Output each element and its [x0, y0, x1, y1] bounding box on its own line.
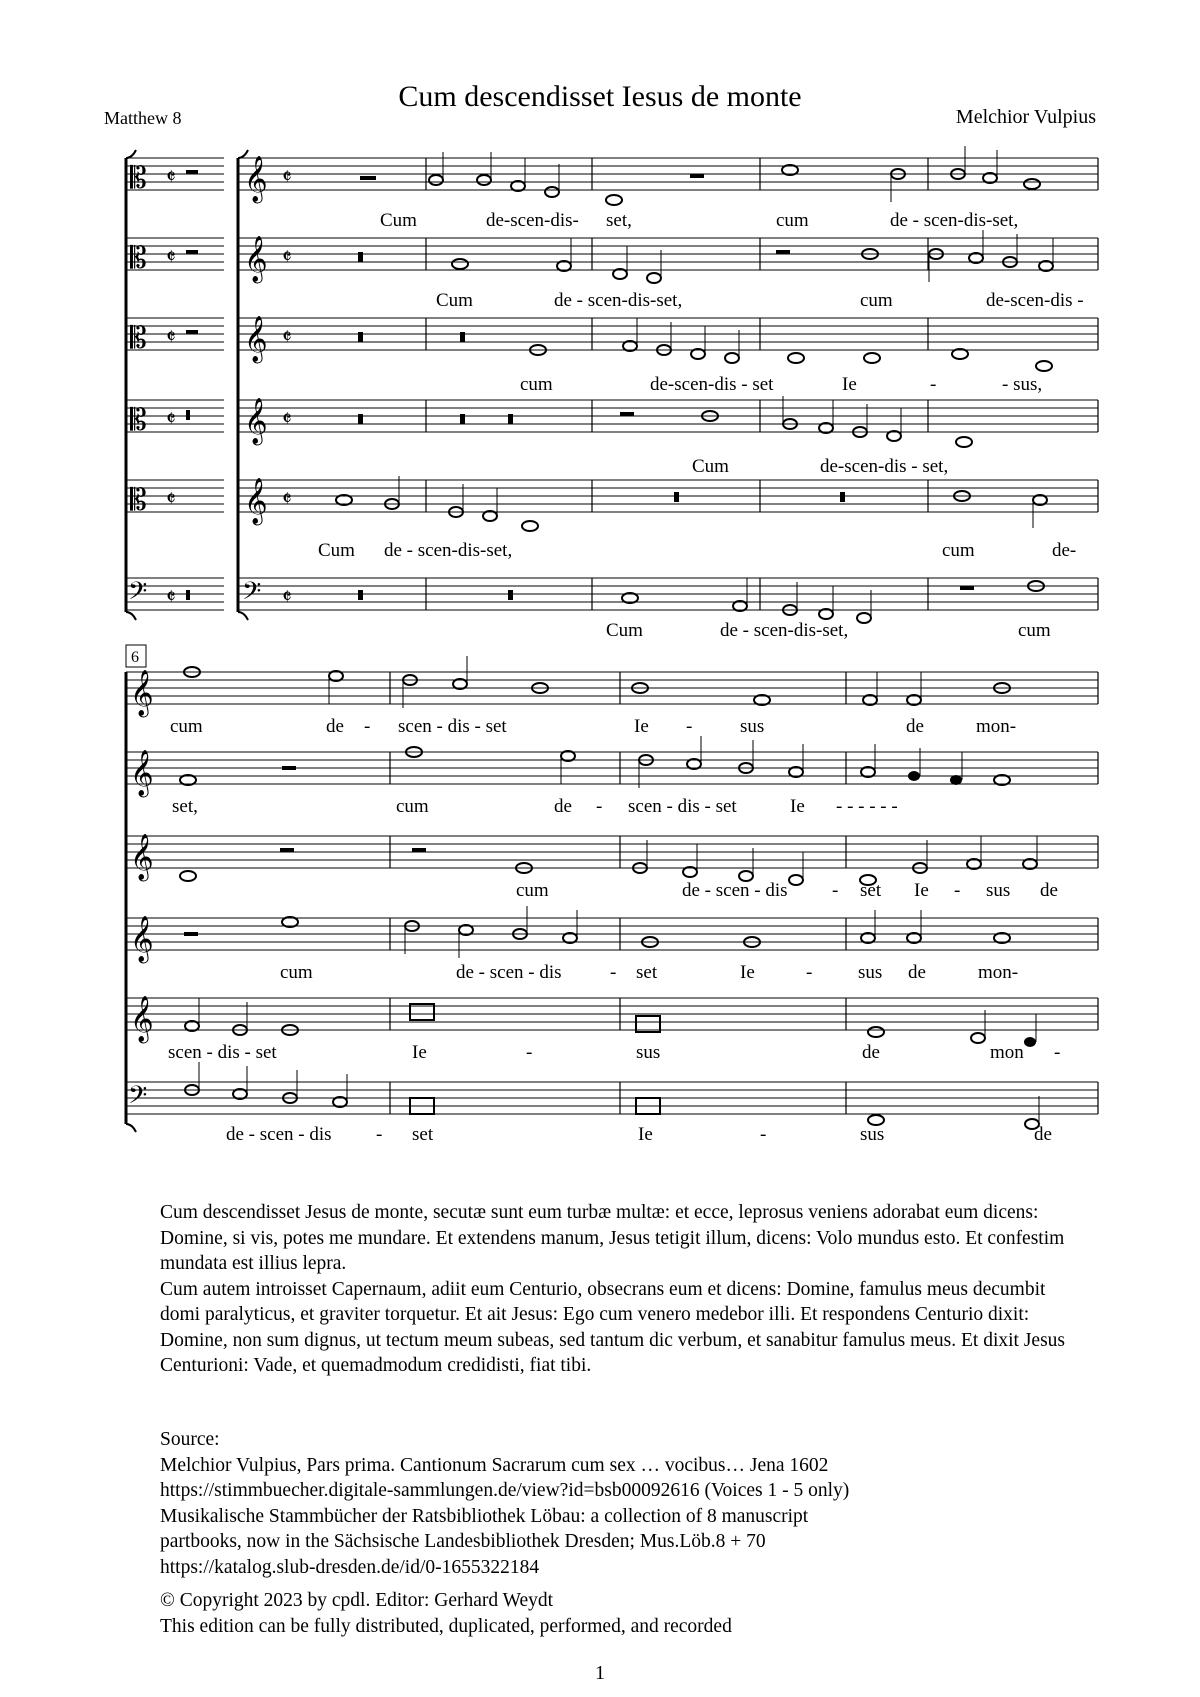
lyric: - — [364, 716, 371, 737]
cut-time-icon: 𝄵 — [166, 407, 176, 432]
lyric: scen - dis - set — [628, 796, 737, 817]
lyric: - — [1054, 1042, 1061, 1063]
lyric: de - scen-dis-set, — [720, 620, 849, 641]
source-link[interactable]: https://stimmbuecher.digitale-sammlungen.de/view?id=bsb00092616 (Voices 1 - 5 only) — [160, 1480, 850, 1501]
lyric: Cum — [692, 456, 729, 477]
lyric: - — [686, 716, 693, 737]
lyric: de-scen-dis- — [486, 210, 579, 231]
lyric: - — [526, 1042, 533, 1063]
lyric: de - scen-dis-set, — [890, 210, 1019, 231]
lyric: de — [862, 1042, 880, 1063]
scripture-reference: Matthew 8 — [104, 108, 182, 128]
lyric: cum — [942, 540, 975, 561]
cut-time-icon: 𝄵 — [282, 487, 292, 512]
lyric: Cum — [436, 290, 473, 311]
lyric: cum — [396, 796, 429, 817]
lyric: Cum — [318, 540, 355, 561]
treble-clef-icon: 𝄞 — [244, 236, 268, 282]
text-paragraph: Cum descendisset Jesus de monte, secutæ sunt eum turbæ multæ: et ecce, leprosus veniens adorabat eum dicens: Domine, si vis, potes me mundare. Et extendens manum, Jesus tetigit illum, dicens: Volo mundus esto. Et confestim mundata est illius lepra. — [160, 1202, 1065, 1274]
treble-clef-icon: 𝄞 — [130, 834, 154, 880]
alto-clef-icon: 𝄡 — [130, 403, 147, 438]
lyric: de — [554, 796, 572, 817]
lyric: sus — [858, 962, 883, 983]
lyric: cum — [170, 716, 203, 737]
bass-clef-icon: 𝄢 — [128, 577, 148, 612]
lyric: cum — [776, 210, 809, 231]
treble-clef-icon: 𝄞 — [244, 156, 268, 202]
treble-clef-icon: 𝄞 — [244, 398, 268, 444]
treble-clef-icon: 𝄞 — [130, 996, 154, 1042]
lyric: de- — [1052, 540, 1077, 561]
lyric: - — [596, 796, 603, 817]
lyric: set, — [172, 796, 198, 817]
lyric: - - - - - - — [836, 796, 898, 817]
source-section — [160, 1427, 1120, 1580]
composer-name: Melchior Vulpius — [955, 106, 1096, 128]
lyric: de - scen - dis — [682, 880, 788, 901]
source-line: Melchior Vulpius, Pars prima. Cantionum Sacrarum cum sex … vocibus… Jena 1602 — [160, 1454, 829, 1476]
text-paragraph: Cum autem introisset Capernaum, adiit eum Centurio, obsecrans eum et dicens: Domine, famulus meus decumbit domi paralyticus, et graviter torquetur. Et ait Jesus: Ego cum venero medebor illi. Et respondens Centurio dixit: Domine, non sum dignus, ut tectum meum subeas, sed tantum dic verbum, et sanabitur famulus meus. Et dixit Jesus Centurioni: Vade, et quemadmodum credidisti, fiat tibi. — [160, 1278, 1065, 1376]
lyric: sus — [740, 716, 765, 737]
lyric: scen - dis - set — [398, 716, 507, 737]
lyric: cum — [280, 962, 313, 983]
treble-clef-icon: 𝄞 — [244, 478, 268, 524]
alto-clef-icon: 𝄡 — [130, 321, 147, 356]
lyric: de-scen-dis - set, — [820, 456, 949, 477]
treble-clef-icon: 𝄞 — [130, 916, 154, 962]
alto-clef-icon: 𝄡 — [130, 161, 147, 196]
lyric: set — [412, 1124, 434, 1145]
treble-clef-icon: 𝄞 — [130, 750, 154, 796]
bass-clef-icon: 𝄢 — [242, 577, 262, 612]
copyright-line: © Copyright 2023 by cpdl. Editor: Gerhard Weydt — [160, 1590, 554, 1611]
lyric: cum — [516, 880, 549, 901]
latin-text — [160, 1200, 1080, 1379]
source-link[interactable]: https://katalog.slub-dresden.de/id/0-1655322184 — [160, 1556, 540, 1578]
lyric: sus — [636, 1042, 661, 1063]
lyric: Cum — [606, 620, 643, 641]
source-line: Musikalische Stammbücher der Ratsbibliothek Löbau: a collection of 8 manuscript — [160, 1505, 809, 1527]
lyric: de — [1034, 1124, 1052, 1145]
treble-clef-icon: 𝄞 — [130, 670, 154, 716]
lyric: - — [376, 1124, 383, 1145]
lyric: Ie — [412, 1042, 427, 1063]
lyric: Ie — [638, 1124, 653, 1145]
lyric: set, — [606, 210, 632, 231]
bass-clef-icon: 𝄢 — [128, 1081, 148, 1116]
lyric: mon- — [978, 962, 1019, 983]
lyric: - — [954, 880, 961, 901]
system-1-lyrics — [318, 210, 1084, 641]
measure-number: 6 — [131, 649, 139, 666]
lyric: de - scen-dis-set, — [384, 540, 513, 561]
lyric: sus — [860, 1124, 885, 1145]
alto-clef-icon: 𝄡 — [130, 241, 147, 276]
lyric: cum — [1018, 620, 1051, 641]
lyric: Ie — [842, 374, 857, 395]
lyric: de — [1040, 880, 1058, 901]
lyric: Cum — [380, 210, 417, 231]
cut-time-icon: 𝄵 — [282, 325, 292, 350]
lyric: scen - dis - set — [168, 1042, 277, 1063]
lyric: de — [906, 716, 924, 737]
source-label: Source: — [160, 1429, 220, 1450]
lyric: de — [326, 716, 344, 737]
lyric: Ie — [740, 962, 755, 983]
lyric: de-scen-dis - — [986, 290, 1084, 311]
lyric: Ie — [790, 796, 805, 817]
lyric: - — [760, 1124, 767, 1145]
lyric: de-scen-dis - set — [650, 374, 774, 395]
lyric: cum — [860, 290, 893, 311]
lyric: - sus, — [1002, 374, 1043, 395]
cut-time-icon: 𝄵 — [282, 245, 292, 270]
lyric: de - scen - dis — [226, 1124, 332, 1145]
lyric: mon- — [976, 716, 1017, 737]
alto-clef-icon: 𝄡 — [130, 483, 147, 518]
cut-time-icon: 𝄵 — [282, 165, 292, 190]
lyric: Ie — [914, 880, 929, 901]
cut-time-icon: 𝄵 — [166, 245, 176, 270]
copyright-section — [160, 1588, 1120, 1639]
lyric: set — [636, 962, 658, 983]
source-line: partbooks, now in the Sächsische Landesbibliothek Dresden; Mus.Löb.8 + 70 — [160, 1531, 766, 1552]
cut-time-icon: 𝄵 — [166, 585, 176, 610]
system-2-lyrics — [168, 716, 1060, 1145]
lyric: - — [832, 880, 839, 901]
lyric: set — [860, 880, 882, 901]
lyric: sus — [986, 880, 1011, 901]
lyric: Ie — [634, 716, 649, 737]
cut-time-icon: 𝄵 — [282, 407, 292, 432]
license-line: This edition can be fully distributed, duplicated, performed, and recorded — [160, 1615, 732, 1637]
lyric: de — [908, 962, 926, 983]
cut-time-icon: 𝄵 — [166, 165, 176, 190]
lyric: de - scen-dis-set, — [554, 290, 683, 311]
cut-time-icon: 𝄵 — [166, 325, 176, 350]
page-title: Cum descendisset Iesus de monte — [398, 80, 802, 113]
cut-time-icon: 𝄵 — [166, 487, 176, 512]
treble-clef-icon: 𝄞 — [244, 316, 268, 362]
lyric: - — [610, 962, 617, 983]
lyric: de - scen - dis — [456, 962, 562, 983]
cut-time-icon: 𝄵 — [282, 585, 292, 610]
lyric: - — [806, 962, 813, 983]
page-number: 1 — [595, 1662, 605, 1684]
lyric: mon — [990, 1042, 1024, 1063]
lyric: - — [930, 374, 937, 395]
lyric: cum — [520, 374, 553, 395]
